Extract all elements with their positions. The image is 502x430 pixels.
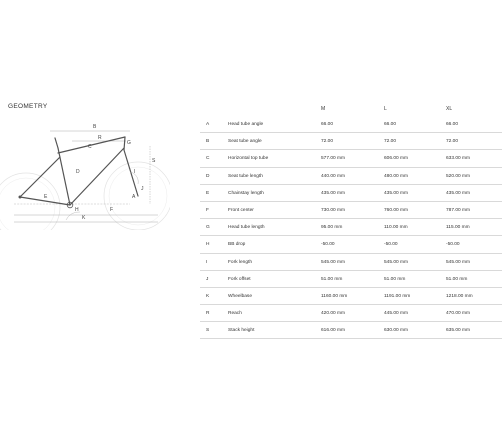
rear-axle xyxy=(19,196,22,199)
value-l: 72.00 xyxy=(384,139,397,145)
row-label: Horizontal top tube xyxy=(228,156,269,162)
head-tube xyxy=(124,137,125,150)
value-xl: 1218.00 mm xyxy=(446,293,473,299)
table-row xyxy=(200,305,502,322)
row-key: D xyxy=(206,173,210,179)
table-row xyxy=(200,254,502,271)
seat-angle-arc xyxy=(66,212,80,220)
value-m: 51.00 mm xyxy=(321,276,343,282)
row-key: H xyxy=(206,242,210,248)
label-d: D xyxy=(76,169,80,175)
row-key: C xyxy=(206,156,210,162)
table-row xyxy=(200,202,502,219)
value-m: 545.00 mm xyxy=(321,259,345,265)
value-m: 420.00 mm xyxy=(321,311,345,317)
value-m: 440.00 mm xyxy=(321,173,345,179)
row-label: Fork offset xyxy=(228,276,251,282)
table-row xyxy=(200,116,502,133)
label-b: B xyxy=(93,124,97,130)
row-label: Reach xyxy=(228,311,242,317)
row-key: A xyxy=(206,122,210,127)
value-l: 630.00 mm xyxy=(384,328,408,334)
value-m: 616.00 mm xyxy=(321,328,345,334)
row-key: G xyxy=(206,225,210,231)
size-header-m: M xyxy=(321,106,326,112)
table-row xyxy=(200,133,502,150)
value-xl: 787.00 mm xyxy=(446,207,470,213)
value-l: -50.00 xyxy=(384,242,398,248)
row-key: S xyxy=(206,328,210,334)
value-l: 445.00 mm xyxy=(384,311,408,317)
value-l: 51.00 mm xyxy=(384,276,406,282)
row-label: Head tube length xyxy=(228,225,265,231)
value-l: 545.00 mm xyxy=(384,259,408,265)
label-g: G xyxy=(127,140,131,146)
geometry-table xyxy=(200,116,502,339)
value-m: 95.00 mm xyxy=(321,225,343,231)
value-xl: 633.00 mm xyxy=(446,156,470,162)
value-m: 72.00 xyxy=(321,139,334,145)
row-label: Fork length xyxy=(228,259,252,265)
table-row xyxy=(200,219,502,236)
table-row xyxy=(200,288,502,305)
value-xl: 72.00 xyxy=(446,139,459,145)
label-i: I xyxy=(134,169,136,175)
label-e: E xyxy=(44,194,48,200)
table-row xyxy=(200,185,502,202)
row-label: BB drop xyxy=(228,242,246,248)
label-c: C xyxy=(88,144,92,150)
value-l: 66.00 xyxy=(384,122,397,127)
value-m: 435.00 mm xyxy=(321,190,345,196)
value-l: 480.00 mm xyxy=(384,173,408,179)
value-xl: 115.00 mm xyxy=(446,225,470,231)
table-row xyxy=(200,322,502,339)
size-header-l: L xyxy=(384,106,387,112)
row-key: R xyxy=(206,311,210,317)
value-xl: 435.00 mm xyxy=(446,190,470,196)
row-label: Front center xyxy=(228,207,254,213)
table-row xyxy=(200,271,502,288)
value-xl: 470.00 mm xyxy=(446,311,470,317)
value-m: 1160.00 mm xyxy=(321,293,348,299)
label-f: F xyxy=(110,207,114,213)
row-key: B xyxy=(206,139,210,145)
bike-geometry-diagram xyxy=(0,112,170,230)
seatstay xyxy=(20,157,60,197)
value-l: 110.00 mm xyxy=(384,225,408,231)
table-row xyxy=(200,236,502,253)
label-j: J xyxy=(141,186,144,192)
label-s: S xyxy=(152,158,156,164)
row-label: Chainstay length xyxy=(228,190,264,196)
row-label: Stack height xyxy=(228,328,255,334)
value-xl: 635.00 mm xyxy=(446,328,470,334)
value-xl: 66.00 xyxy=(446,122,459,127)
row-key: K xyxy=(206,293,210,299)
row-key: E xyxy=(206,190,210,196)
row-label: Wheelbase xyxy=(228,293,252,299)
value-xl: 51.00 mm xyxy=(446,276,468,282)
seatpost xyxy=(55,138,58,148)
value-l: 435.00 mm xyxy=(384,190,408,196)
fork xyxy=(124,150,138,196)
value-l: 606.00 mm xyxy=(384,156,408,162)
value-m: 730.00 mm xyxy=(321,207,345,213)
label-r: R xyxy=(98,135,102,141)
value-m: 577.00 mm xyxy=(321,156,345,162)
row-label: Head tube angle xyxy=(228,122,264,127)
value-m: 66.00 xyxy=(321,122,334,127)
row-key: I xyxy=(206,259,208,265)
value-l: 760.00 mm xyxy=(384,207,408,213)
value-xl: 520.00 mm xyxy=(446,173,470,179)
size-header-xl: XL xyxy=(446,106,453,112)
label-k: K xyxy=(82,215,86,221)
table-row xyxy=(200,168,502,185)
row-key: F xyxy=(206,207,209,213)
down-tube xyxy=(70,148,124,205)
label-h: H xyxy=(75,207,79,213)
front-wheel-outline xyxy=(104,162,170,230)
value-l: 1191.00 mm xyxy=(384,293,411,299)
table-row xyxy=(200,150,502,167)
value-m: -50.00 xyxy=(321,242,335,248)
value-xl: 545.00 mm xyxy=(446,259,470,265)
row-label: Seat tube angle xyxy=(228,139,262,145)
row-key: J xyxy=(206,276,209,282)
page-title: GEOMETRY xyxy=(8,103,48,110)
label-a: A xyxy=(132,194,136,200)
value-xl: -50.00 xyxy=(446,242,460,248)
row-label: Seat tube length xyxy=(228,173,263,179)
